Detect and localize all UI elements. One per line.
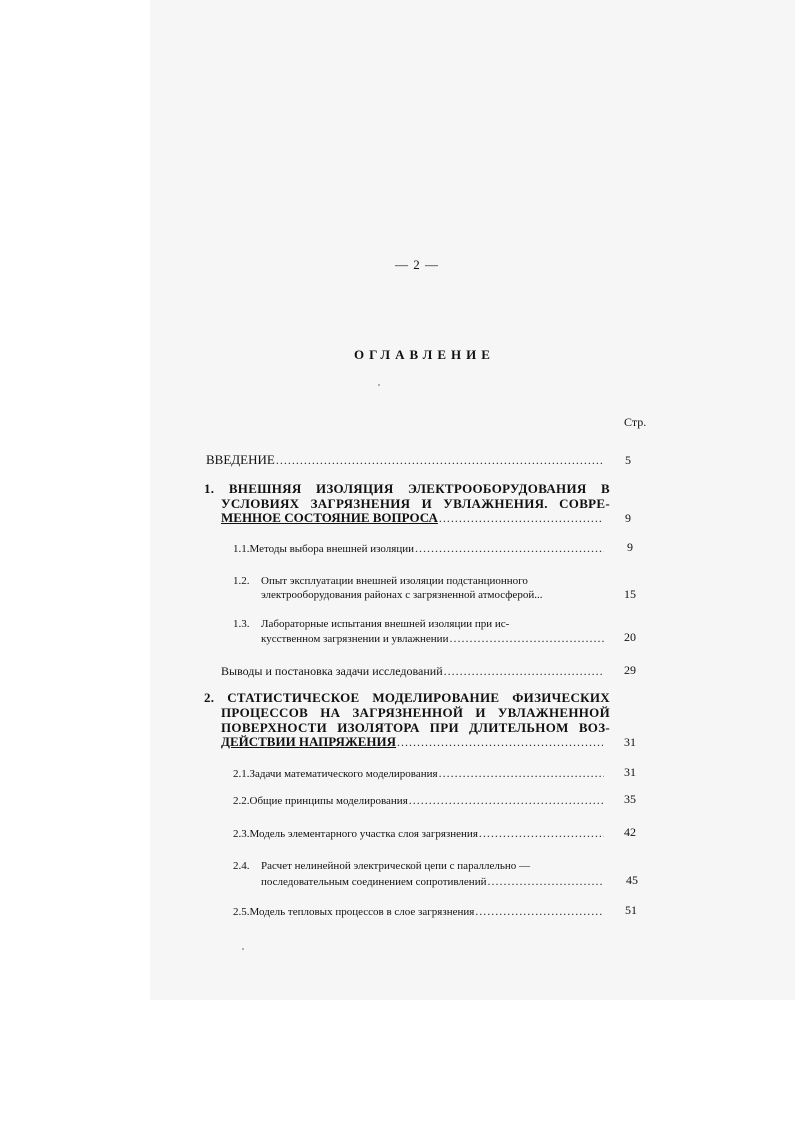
section-number: 1.3.	[233, 618, 250, 630]
leader-dots	[475, 904, 604, 918]
section-title: Общие принципы моделирования	[249, 795, 408, 807]
section-number: 2.1.	[233, 768, 250, 780]
section-title: Модель элементарного участка слоя загрязнения	[249, 828, 478, 840]
toc-section-entry	[233, 541, 607, 556]
toc-section-entry	[233, 617, 607, 631]
leader-dots	[409, 793, 604, 807]
toc-entry-page: 15	[624, 587, 636, 601]
toc-entry-page: 42	[624, 825, 636, 839]
toc-entry-text: ВВЕДЕНИЕ	[206, 452, 275, 467]
leader-dots	[276, 453, 603, 467]
toc-entry-page: 51	[625, 903, 637, 917]
leader-dots	[487, 874, 604, 888]
page-number: — 2 —	[395, 257, 439, 272]
section-title: Задачи математического моделирования	[249, 768, 438, 780]
toc-section-entry	[233, 766, 607, 781]
section-title: Методы выбора внешней изоляции	[249, 543, 414, 555]
toc-chapter-heading	[204, 481, 610, 511]
toc-entry-conclusions	[221, 664, 606, 678]
scan-speck	[242, 948, 244, 950]
toc-entry-page: 45	[626, 873, 638, 887]
toc-entry-page: 9	[625, 511, 631, 525]
toc-chapter-heading-last	[221, 735, 606, 749]
toc-entry-text: Выводы и постановка задачи исследований	[221, 664, 443, 678]
chapter-heading-text: СТАТИСТИЧЕСКОЕ МОДЕЛИРОВАНИЕ ФИЗИЧЕСКИХ	[227, 690, 610, 705]
toc-section-entry-cont	[261, 874, 607, 889]
section-number: 2.3.	[233, 828, 250, 840]
section-title: Модель тепловых процессов в слое загрязнения	[249, 906, 475, 918]
toc-chapter-heading-last	[221, 511, 606, 525]
chapter-number: 2.	[204, 690, 215, 705]
chapter-heading-text: МЕННОЕ СОСТОЯНИЕ ВОПРОСА	[221, 510, 438, 525]
leader-dots	[479, 826, 604, 840]
toc-section-entry	[233, 904, 607, 919]
leader-dots	[439, 766, 604, 780]
section-number: 1.2.	[233, 575, 250, 587]
section-number: 2.5.	[233, 906, 250, 918]
toc-entry-page: 29	[624, 663, 636, 677]
toc-entry-intro	[206, 453, 606, 467]
page-title: ОГЛАВЛЕНИЕ	[354, 347, 495, 362]
leader-dots	[444, 664, 603, 678]
chapter-heading-text: ДЕЙСТВИИ НАПРЯЖЕНИЯ	[221, 734, 397, 749]
toc-section-entry	[233, 574, 607, 588]
leader-dots	[397, 735, 603, 749]
toc-entry-page: 35	[624, 792, 636, 806]
chapter-heading-line: ПОВЕРХНОСТИ ИЗОЛЯТОРА ПРИ ДЛИТЕЛЬНОМ ВОЗ-	[221, 720, 610, 735]
toc-chapter-heading	[204, 690, 610, 735]
section-title: Опыт эксплуатации внешней изоляции подстанционного	[261, 575, 528, 587]
page-column-header: Стр.	[624, 415, 647, 429]
chapter-heading-text: ВНЕШНЯЯ ИЗОЛЯЦИЯ ЭЛЕКТРООБОРУДОВАНИЯ В	[228, 481, 610, 496]
toc-section-entry	[233, 859, 607, 873]
section-number: 1.1.	[233, 543, 250, 555]
section-number: 2.4.	[233, 860, 250, 872]
section-title: последовательным соединением сопротивлений	[261, 876, 487, 888]
toc-section-entry-cont	[261, 631, 607, 646]
section-title: Расчет нелинейной электрической цепи с параллельно —	[261, 860, 531, 872]
leader-dots	[415, 541, 604, 555]
toc-section-entry-cont	[261, 588, 607, 602]
chapter-number: 1.	[204, 481, 215, 496]
toc-entry-page: 9	[627, 540, 633, 554]
toc-entry-page: 31	[624, 735, 636, 749]
toc-section-entry	[233, 793, 607, 808]
toc-section-entry	[233, 826, 607, 841]
chapter-heading-line	[204, 690, 610, 705]
toc-entry-page: 31	[624, 765, 636, 779]
toc-entry-page: 20	[624, 630, 636, 644]
section-title: Лабораторные испытания внешней изоляции при ис-	[261, 618, 510, 630]
toc-entry-page: 5	[625, 453, 631, 467]
section-title: электрооборудования районах с загрязненной атмосферой...	[261, 589, 543, 601]
chapter-heading-line	[204, 481, 610, 496]
leader-dots	[449, 631, 604, 645]
chapter-heading-line: УСЛОВИЯХ ЗАГРЯЗНЕНИЯ И УВЛАЖНЕНИЯ. СОВРЕ-	[221, 496, 610, 511]
section-title: кусственном загрязнении и увлажнении	[261, 633, 449, 645]
leader-dots	[439, 511, 603, 525]
chapter-heading-line: ПРОЦЕССОВ НА ЗАГРЯЗНЕННОЙ И УВЛАЖНЕННОЙ	[221, 705, 610, 720]
scan-speck	[378, 384, 380, 386]
section-number: 2.2.	[233, 795, 250, 807]
